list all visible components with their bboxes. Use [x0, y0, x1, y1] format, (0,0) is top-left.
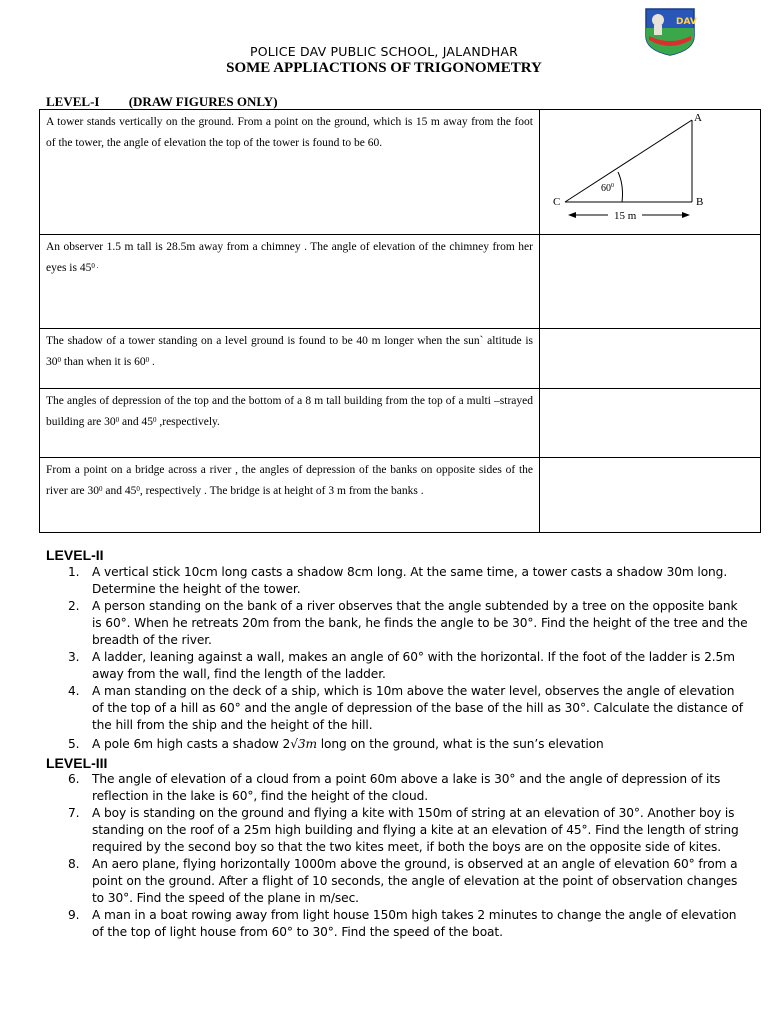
hypotenuse-line	[565, 120, 692, 202]
question-number: 5.	[68, 737, 80, 751]
question-text: A man standing on the deck of a ship, which is 10m above the water level, observes the angle of elevation of the top of a hill as 60° and the angle of depression of the base of the hill as 30°. Calculate the distance of the hill from the ship and the height of the hill.	[92, 684, 743, 732]
level1-question-2	[40, 235, 540, 329]
question-text: than when it is 60	[61, 356, 146, 368]
list-item	[38, 598, 748, 649]
list-item	[38, 564, 748, 598]
question-text: and 45	[102, 485, 137, 497]
figure-cell	[540, 389, 761, 458]
question-number: 7.	[68, 806, 80, 820]
label-a: A	[694, 112, 702, 124]
question-text: The angles of depression of the top and the bottom of a 8 m tall building from the top of a multi –strayed building are 30	[46, 395, 533, 428]
level1-question-1	[40, 110, 540, 235]
figure-cell	[540, 235, 761, 329]
level3-heading: LEVEL-III	[46, 755, 108, 771]
list-item	[38, 736, 748, 753]
logo-text: DAV	[676, 17, 697, 27]
arrow-right-icon	[682, 212, 690, 218]
list-item	[38, 771, 748, 805]
angle-label: $60^0$	[601, 183, 614, 194]
level2-heading: LEVEL-II	[46, 547, 104, 563]
question-text: , respectively . The bridge is at height of 3 m from the banks .	[139, 485, 424, 497]
question-text: A ladder, leaning against a wall, makes an angle of 60° with the horizontal. If the foot of the ladder is 2.5m away from the wall, find the length of the ladder.	[92, 650, 735, 681]
level1-table	[39, 109, 761, 533]
question-text: ,respectively.	[156, 416, 220, 428]
school-name: POLICE DAV PUBLIC SCHOOL, JALANDHAR	[249, 44, 518, 59]
question-text: A boy is standing on the ground and flying a kite with 150m of string at an elevation of 30°. Another boy is standing on the roof of a 25m high building and flying a kite at an elevation of 45°. Find the length of string required by the second boy so that the two kites meet, if both the boys are on the opposite side of kites.	[92, 806, 739, 854]
label-b: B	[696, 196, 704, 208]
question-text: A tower stands vertically on the ground. From a point on the ground, which is 15 m away from the foot of the tower, the angle of elevation the top of the tower is found to be 60.	[46, 116, 533, 149]
question-number: 1.	[68, 565, 80, 579]
question-number: 2.	[68, 599, 80, 613]
question-text: An aero plane, flying horizontally 1000m above the ground, is observed at an angle of elevation 60° from a point on the ground. After a flight of 10 seconds, the angle of elevation at the point of observation changes to 30°. Find the speed of the plane in m/sec.	[92, 857, 738, 905]
superscript: 0	[136, 485, 140, 493]
superscript: 0	[57, 356, 61, 364]
level1-heading: LEVEL-I	[46, 94, 100, 109]
level1-heading-line	[46, 94, 278, 110]
list-item	[38, 856, 748, 907]
level1-note: (DRAW FIGURES ONLY)	[128, 94, 278, 109]
question-text: The shadow of a tower standing on a level ground is found to be 40 m longer when the sun` altitude is 30	[46, 335, 533, 368]
superscript: 0	[115, 416, 120, 424]
superscript: 0	[145, 356, 150, 364]
level1-question-3	[40, 329, 540, 389]
question-number: 8.	[68, 857, 80, 871]
superscript: 0 .	[91, 262, 99, 270]
angle-arc	[618, 172, 623, 202]
question-text: and 45	[119, 416, 153, 428]
list-item	[38, 649, 748, 683]
question-number: 9.	[68, 908, 80, 922]
question-text: The angle of elevation of a cloud from a point 60m above a lake is 30° and the angle of depression of its reflection in the lake is 60°, find the height of the cloud.	[92, 772, 721, 803]
superscript: 0	[152, 416, 157, 424]
list-item	[38, 805, 748, 856]
question-number: 4.	[68, 684, 80, 698]
table-row	[40, 110, 761, 235]
question-number: 6.	[68, 772, 80, 786]
base-length-label: 15 m	[614, 210, 637, 222]
superscript: 0	[99, 485, 103, 493]
question-text: A pole 6m high casts a shadow 2	[92, 737, 291, 751]
figure-cell	[540, 458, 761, 533]
level1-question-5	[40, 458, 540, 533]
table-row	[40, 329, 761, 389]
question-text: From a point on a bridge across a river , the angles of depression of the banks on opposite sides of the river are 30	[46, 464, 533, 497]
question-text: A man in a boat rowing away from light house 150m high takes 2 minutes to change the angle of elevation of the top of light house from 60° to 30°. Find the speed of the boat.	[92, 908, 737, 939]
math-expression: √3m	[290, 737, 317, 751]
label-c: C	[553, 196, 561, 208]
level1-question-4	[40, 389, 540, 458]
question-text: An observer 1.5 m tall is 28.5m away from a chimney . The angle of elevation of the chimney from her eyes is 45	[46, 241, 533, 274]
arrow-left-icon	[568, 212, 576, 218]
question-text: long on the ground, what is the sun’s elevation	[316, 737, 604, 751]
list-item	[38, 683, 748, 734]
question-text: A person standing on the bank of a river observes that the angle subtended by a tree on the opposite bank is 60°. When he retreats 20m from the bank, he finds the angle to be 30°. Find the height of the tree and the breadth of the river.	[92, 599, 748, 647]
table-row	[40, 389, 761, 458]
figure-cell	[540, 329, 761, 389]
table-row	[40, 235, 761, 329]
figure-cell	[540, 110, 761, 235]
question-text: .	[149, 356, 155, 368]
document-title: SOME APPLIACTIONS OF TRIGONOMETRY	[226, 60, 542, 76]
level2-question-list	[38, 564, 748, 753]
level3-question-list	[38, 771, 748, 941]
question-number: 3.	[68, 650, 80, 664]
table-row	[40, 458, 761, 533]
list-item	[38, 907, 748, 941]
question-text: A vertical stick 10cm long casts a shadow 8cm long. At the same time, a tower casts a shadow 30m long. Determine the height of the tower.	[92, 565, 728, 596]
triangle-figure	[540, 110, 760, 235]
